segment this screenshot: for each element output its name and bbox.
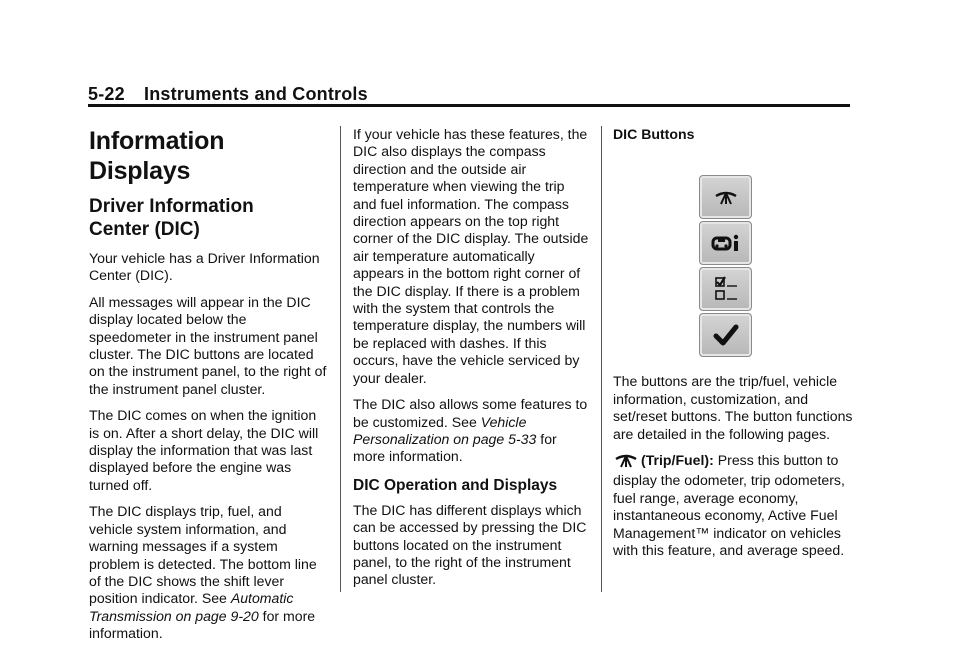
trip-fuel-inline-icon [613,452,639,472]
paragraph [353,396,589,466]
feature-text: Press this button to display the odometer, trip odometers, fuel range, average economy, instantaneous economy, Active Fuel Management™ indicator on vehicles with this feature, and average speed. [613,452,845,559]
paragraph: All messages will appear in the DIC display located below the speedometer in the instrument panel cluster. The DIC buttons are located on the instrument panel, to the right of the instrument panel cluster. [89,293,327,397]
paragraph: Your vehicle has a Driver Information Center (DIC). [89,250,320,284]
column-3 [613,126,853,568]
trip-fuel-button [699,175,752,219]
section-title: Instruments and Controls [144,84,368,104]
feature-label: (Trip/Fuel): [641,452,714,469]
feature-description [613,452,853,559]
section-heading-line2: Center (DIC) [89,219,200,240]
figure-label: DIC Buttons [613,126,695,142]
header-rule [88,104,850,107]
section-heading [89,195,329,241]
dic-buttons-figure [613,165,853,359]
column-2 [353,126,589,598]
paragraph-text: for more information. [89,607,316,642]
trip-fuel-icon [713,188,739,206]
section-heading-line1: Driver Information [89,196,254,217]
paragraph: If your vehicle has these features, the DIC also displays the compass direction and the outside air temperature when viewing the trip and fuel information. The compass direction appears on the top right corner of the DIC display. The outside air temperature automatically appears in the bottom right corner of the DIC display. If there is a problem with the system that controls the temperature display, the numbers will be replaced with dashes. If this occurs, have the vehicle serviced by your dealer. [353,126,589,386]
vehicle-info-button [699,221,752,265]
vehicle-info-icon [711,233,741,253]
paragraph-text: The DIC displays trip, fuel, and vehicle system information, and warning messages if a system problem is detected. The bottom line of the DIC shows the shift lever position indicator. See [89,503,317,607]
set-reset-button [699,313,752,357]
paragraph-text: for more information. [353,430,557,465]
cross-reference-link[interactable]: Vehicle Personalization on page 5‑33 [353,413,537,447]
paragraph: The DIC has different displays which can be accessed by pressing the DIC buttons located on the instrument panel, to the right of the instrument panel cluster. [353,501,587,588]
column-1 [89,126,329,652]
paragraph-text: The DIC also allows some features to be customized. See [353,396,588,430]
column-divider [601,126,602,592]
cross-reference-link[interactable]: Automatic Transmission on page 9‑20 [89,590,294,624]
paragraph [89,503,329,642]
page-title: Information Displays [89,127,225,185]
subsection-heading: DIC Operation and Displays [353,476,558,494]
column-divider [340,126,341,592]
page-number: 5-22 [88,84,125,104]
customization-button [699,267,752,311]
running-header [88,84,368,105]
customization-icon [713,275,739,303]
paragraph: The buttons are the trip/fuel, vehicle information, customization, and set/reset buttons. The button functions are detailed in the following pages. [613,373,853,442]
set-reset-check-icon [713,324,739,346]
paragraph: The DIC comes on when the ignition is on. After a short delay, the DIC will display the information that was last displayed before the engine was turned off. [89,407,319,493]
